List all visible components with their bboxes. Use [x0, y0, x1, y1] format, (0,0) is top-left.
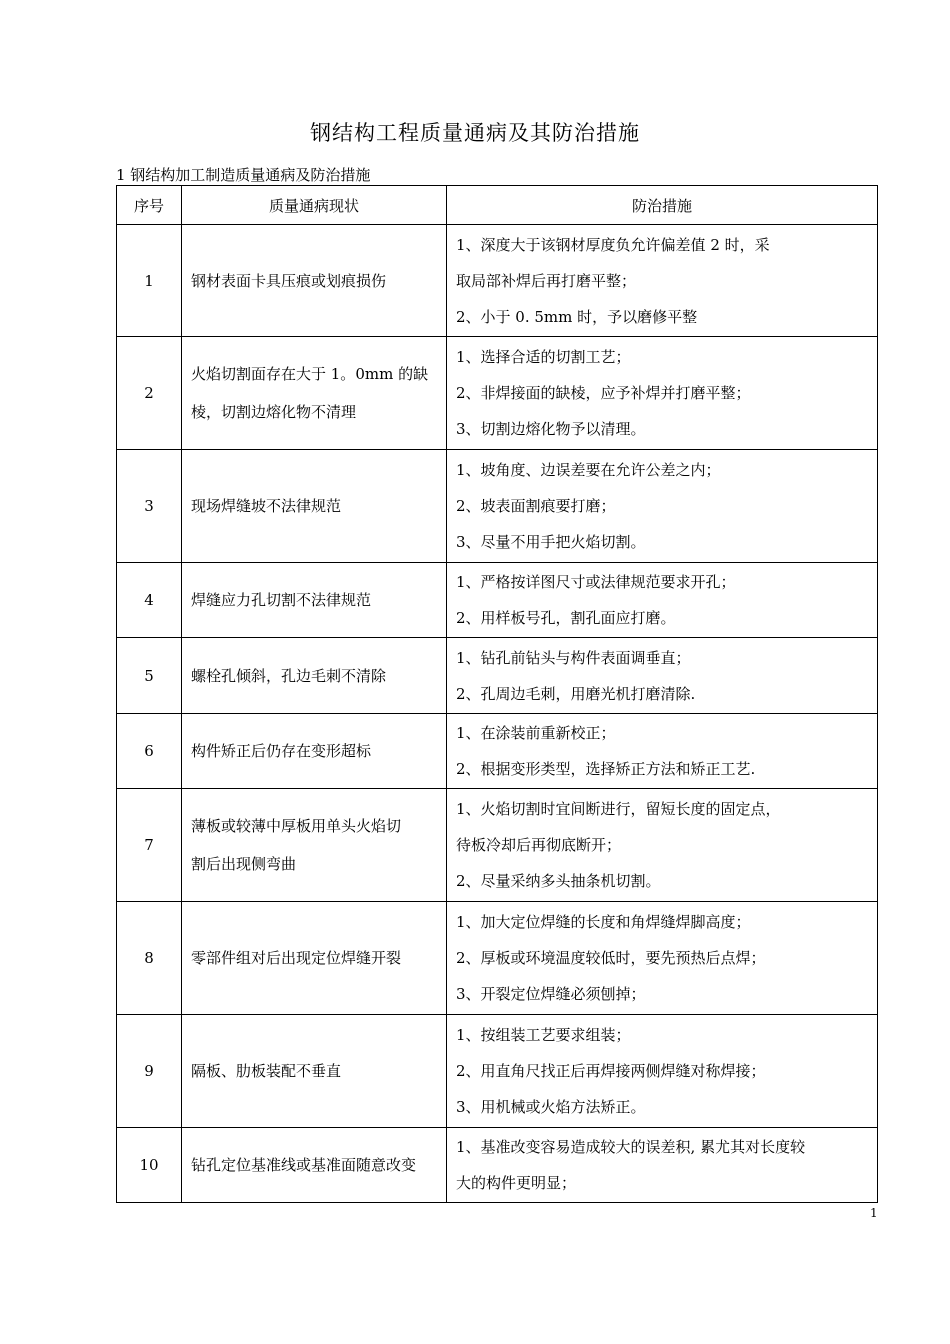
measure-line: 3、尽量不用手把火焰切割。: [456, 533, 646, 551]
measure-line: 3、切割边熔化物予以清理。: [456, 420, 646, 438]
row-measures: [447, 225, 878, 337]
measure-line: 1、加大定位焊缝的长度和角焊缝焊脚高度；: [456, 913, 751, 931]
row-number: 9: [117, 1015, 182, 1128]
measure-line: 2、用直角尺找正后再焊接两侧焊缝对称焊接；: [456, 1062, 766, 1080]
row-issue: 钻孔定位基准线或基准面随意改变: [182, 1128, 447, 1203]
table-row: [117, 1015, 878, 1128]
row-measures: [447, 450, 878, 563]
measure-line: 2、坡表面割痕要打磨；: [456, 497, 616, 515]
measure-line: 1、基准改变容易造成较大的误差积, 累尤其对长度较: [456, 1138, 806, 1156]
table-row: [117, 337, 878, 450]
row-issue: 构件矫正后仍存在变形超标: [182, 714, 447, 789]
row-number: 6: [117, 714, 182, 789]
row-issue: 钢材表面卡具压痕或划痕损伤: [182, 225, 447, 337]
row-number: 4: [117, 563, 182, 638]
measure-line: 1、坡角度、边误差要在允许公差之内；: [456, 461, 721, 479]
row-number: 7: [117, 789, 182, 902]
table-row: [117, 638, 878, 714]
row-issue: 焊缝应力孔切割不法律规范: [182, 563, 447, 638]
row-measures: [447, 714, 878, 789]
table-row: [117, 1128, 878, 1203]
header-issue: 质量通病现状: [182, 186, 447, 225]
row-issue: 隔板、肋板装配不垂直: [182, 1015, 447, 1128]
table-row: [117, 450, 878, 563]
row-measures: [447, 337, 878, 450]
measure-line: 2、厚板或环境温度较低时，要先预热后点焊；: [456, 949, 766, 967]
table-row: [117, 225, 878, 337]
row-measures: [447, 789, 878, 902]
measure-line: 大的构件更明显；: [456, 1174, 577, 1192]
measure-line: 1、钻孔前钻头与构件表面调垂直；: [456, 648, 691, 667]
row-issue: 火焰切割面存在大于 1。0mm 的缺棱，切割边熔化物不清理: [182, 337, 447, 450]
measure-line: 取局部补焊后再打磨平整；: [456, 271, 637, 290]
measure-line: 2、小于 0. 5mm 时，予以磨修平整: [456, 307, 698, 326]
row-number: 5: [117, 638, 182, 714]
measure-line: 1、火焰切割时宜间断进行，留短长度的固定点，: [456, 800, 781, 818]
row-number: 3: [117, 450, 182, 563]
row-measures: [447, 563, 878, 638]
measure-line: 1、选择合适的切割工艺；: [456, 348, 631, 366]
row-issue: 薄板或较薄中厚板用单头火焰切割后出现侧弯曲: [182, 789, 447, 902]
row-number: 10: [117, 1128, 182, 1203]
row-measures: [447, 1015, 878, 1128]
section-heading: 1 钢结构加工制造质量通病及防治措施: [116, 166, 371, 184]
row-issue: 现场焊缝坡不法律规范: [182, 450, 447, 563]
table-row: [117, 714, 878, 789]
row-issue: 螺栓孔倾斜，孔边毛刺不清除: [182, 638, 447, 714]
row-measures: [447, 902, 878, 1015]
defects-table: [116, 185, 878, 1203]
row-issue: 零部件组对后出现定位焊缝开裂: [182, 902, 447, 1015]
row-measures: [447, 1128, 878, 1203]
row-number: 8: [117, 902, 182, 1015]
measure-line: 3、开裂定位焊缝必须刨掉；: [456, 985, 646, 1003]
measure-line: 待板冷却后再彻底断开；: [456, 836, 622, 854]
measure-line: 2、根据变形类型，选择矫正方法和矫正工艺.: [456, 760, 756, 778]
table-row: [117, 789, 878, 902]
row-measures: [447, 638, 878, 714]
row-number: 1: [117, 225, 182, 337]
table-row: [117, 563, 878, 638]
measure-line: 2、非焊接面的缺棱，应予补焊并打磨平整；: [456, 384, 751, 402]
page-number: 1: [870, 1206, 878, 1220]
measure-line: 1、深度大于该钢材厚度负允许偏差值 2 时，采: [456, 235, 770, 254]
measure-line: 3、用机械或火焰方法矫正。: [456, 1098, 646, 1116]
measure-line: 2、孔周边毛刺，用磨光机打磨清除.: [456, 684, 696, 703]
table-header-row: [117, 186, 878, 225]
measure-line: 1、在涂装前重新校正；: [456, 724, 616, 742]
table-row: [117, 902, 878, 1015]
header-number: 序号: [117, 186, 182, 225]
row-number: 2: [117, 337, 182, 450]
measure-line: 1、严格按详图尺寸或法律规范要求开孔；: [456, 573, 736, 591]
header-measures: 防治措施: [447, 186, 878, 225]
document-title: 钢结构工程质量通病及其防治措施: [310, 121, 640, 145]
measure-line: 2、尽量采纳多头抽条机切割。: [456, 872, 661, 890]
measure-line: 2、用样板号孔，割孔面应打磨。: [456, 609, 676, 627]
measure-line: 1、按组装工艺要求组装；: [456, 1026, 631, 1044]
